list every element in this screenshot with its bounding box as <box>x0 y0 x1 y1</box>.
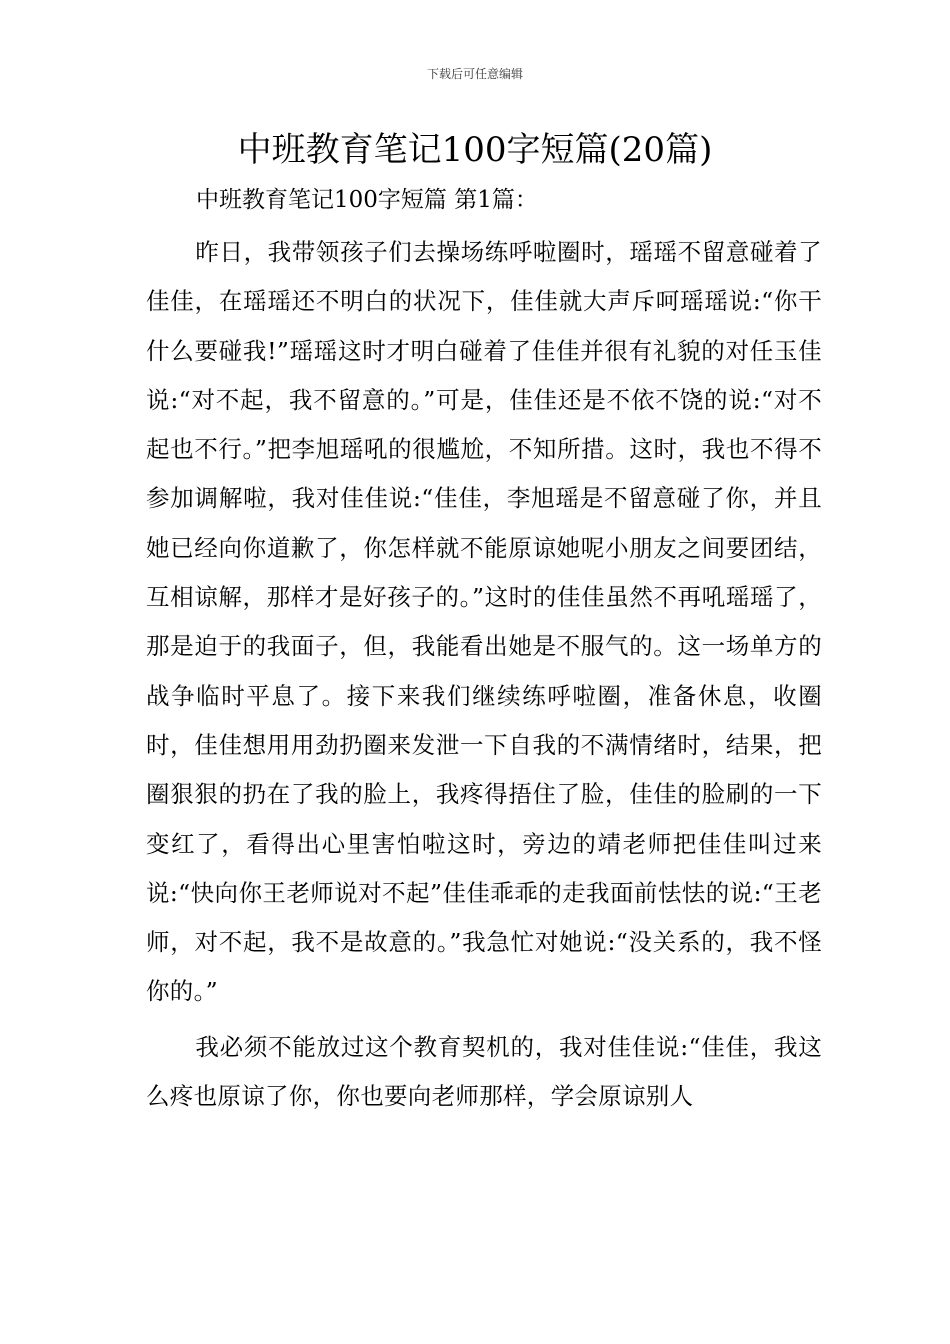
body-text <box>146 228 822 1121</box>
document-title: 中班教育笔记100字短篇(20篇) <box>237 130 713 170</box>
paragraph-2: 我必须不能放过这个教育契机的，我对佳佳说:“佳佳，我这么疼也原谅了你，你也要向老师那样，学会原谅别人 <box>146 1032 822 1111</box>
paragraph-1: 昨日，我带领孩子们去操场练呼啦圈时，瑶瑶不留意碰着了佳佳，在瑶瑶还不明白的状况下，佳佳就大声斥呵瑶瑶说:“你干什么要碰我!”瑶瑶这时才明白碰着了佳佳并很有礼貌的对任玉佳说:“对不起，我不留意的。”可是，佳佳还是不依不饶的说:“对不起也不行。”把李旭瑶吼的很尴尬，不知所措。这时，我也不得不参加调解啦，我对佳佳说:“佳佳，李旭瑶是不留意碰了你，并且她已经向你道歉了，你怎样就不能原谅她呢小朋友之间要团结，互相谅解，那样才是好孩子的。”这时的佳佳虽然不再吼瑶瑶了，那是迫于的我面子，但，我能看出她是不服气的。这一场单方的战争临时平息了。接下来我们继续练呼啦圈，准备休息，收圈时，佳佳想用用劲扔圈来发泄一下自我的不满情绪时，结果，把圈狠狠的扔在了我的脸上，我疼得捂住了脸，佳佳的脸刷的一下变红了，看得出心里害怕啦这时，旁边的靖老师把佳佳叫过来说:“快向你王老师说对不起”佳佳乖乖的走我面前怯怯的说:“王老师，对不起，我不是故意的。”我急忙对她说:“没关系的，我不怪你的。” <box>146 238 822 1006</box>
section-heading: 中班教育笔记100字短篇 第1篇： <box>196 187 538 213</box>
header-note: 下载后可任意编辑 <box>426 67 523 81</box>
